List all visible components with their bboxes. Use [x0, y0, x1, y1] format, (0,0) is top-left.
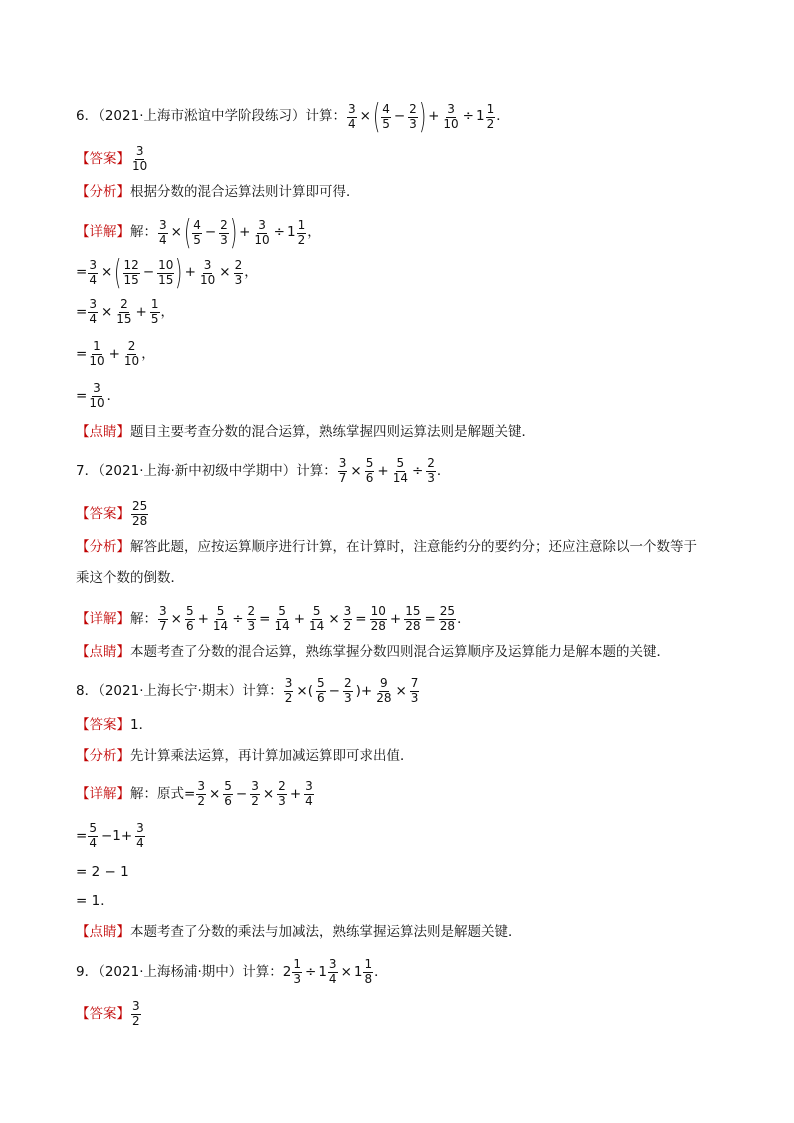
q6-head: 6．（2021·上海市淞谊中学阶段练习）计算：: [76, 108, 346, 125]
q6-question: 6．（2021·上海市淞谊中学阶段练习）计算： $\frac{3}{4}$ × ( $\frac{4}{5}$ − $\frac{2}{3}$ ) + $\frac{3}{10}$ ÷ 1 $\frac{1}{2}$ ．: [76, 97, 510, 137]
q7-question: 7．（2021·上海·新中初级中学期中）计算： $\frac{3}{7}$ × $\frac{5}{6}$ + $\frac{5}{14}$ ÷ $\frac{2}{3}$ ．: [76, 456, 451, 485]
q8-question: 8．（2021·上海长宁·期末）计算： $\frac{3}{2}$ ×( $\frac{5}{6}$ − $\frac{2}{3}$ )+ $\frac{9}{28}$ × $\frac{7}{3}$: [76, 676, 419, 705]
q8-answer: 【答案】 1．: [76, 717, 153, 733]
q7-analysis-line2: 乘这个数的倒数．: [76, 570, 184, 586]
q8-detail-line4: = 1．: [76, 893, 114, 909]
q8-detail-line3: = 2 − 1: [76, 864, 129, 880]
q7-comment: 【点睛】 本题考查了分数的混合运算，熟练掌握分数四则混合运算顺序及运算能力是解本题的关键．: [76, 644, 670, 660]
q6-answer: 【答案】 $\frac{3}{10}$: [76, 144, 148, 173]
q6-analysis: 【分析】 根据分数的混合运算法则计算即可得．: [76, 184, 360, 200]
q6-comment: 【点睛】 题目主要考查分数的混合运算，熟练掌握四则运算法则是解题关键．: [76, 424, 535, 440]
q6-detail-line3: = $\frac{3}{4}$ × $\frac{2}{15}$ + $\frac{1}{5}$ ，: [76, 297, 174, 326]
q9-question: 9．（2021·上海杨浦·期中）计算： 2 $\frac{1}{3}$ ÷ 1 $\frac{3}{4}$ × 1 $\frac{1}{8}$ ．: [76, 957, 388, 986]
q7-answer: 【答案】 $\frac{25}{28}$: [76, 499, 148, 528]
q7-detail: 【详解】 解： $\frac{3}{7}$ × $\frac{5}{6}$ + $\frac{5}{14}$ ÷ $\frac{2}{3}$ = $\frac{5}{14}$ + $\frac{5}{14}$ × $\frac{3}{2}$ = $\frac{10}{28}$ + $\frac{15}{28}$ = $\frac{25}{28}$ ．: [76, 604, 471, 633]
q7-analysis-line1: 【分析】 解答此题，应按运算顺序进行计算，在计算时，注意能约分的要约分；还应注意除以一个数等于: [76, 539, 697, 555]
q6-detail-line4: = $\frac{1}{10}$ + $\frac{2}{10}$ ，: [76, 339, 155, 368]
q6-detail-line5: = $\frac{3}{10}$ ．: [76, 381, 121, 410]
q8-detail-line2: = $\frac{5}{4}$ −1+ $\frac{3}{4}$: [76, 821, 144, 850]
q6-detail-line1: 【详解】 解： $\frac{3}{4}$ × ( $\frac{4}{5}$ − $\frac{2}{3}$ ) + $\frac{3}{10}$ ÷ 1 $\frac{1}{2}$ ，: [76, 213, 321, 253]
q9-answer: 【答案】 $\frac{3}{2}$: [76, 999, 140, 1028]
q8-comment: 【点睛】 本题考查了分数的乘法与加减法，熟练掌握运算法则是解题关键．: [76, 924, 522, 940]
q8-detail-line1: 【详解】 解：原式 = $\frac{3}{2}$ × $\frac{5}{6}$ − $\frac{3}{2}$ × $\frac{2}{3}$ + $\frac{3}{4}$: [76, 779, 313, 808]
q6-detail-line2: = $\frac{3}{4}$ × ( $\frac{12}{15}$ − $\frac{10}{15}$ ) + $\frac{3}{10}$ × $\frac{2}{3}$ ，: [76, 253, 258, 293]
q8-analysis: 【分析】 先计算乘法运算，再计算加减运算即可求出值．: [76, 748, 414, 764]
